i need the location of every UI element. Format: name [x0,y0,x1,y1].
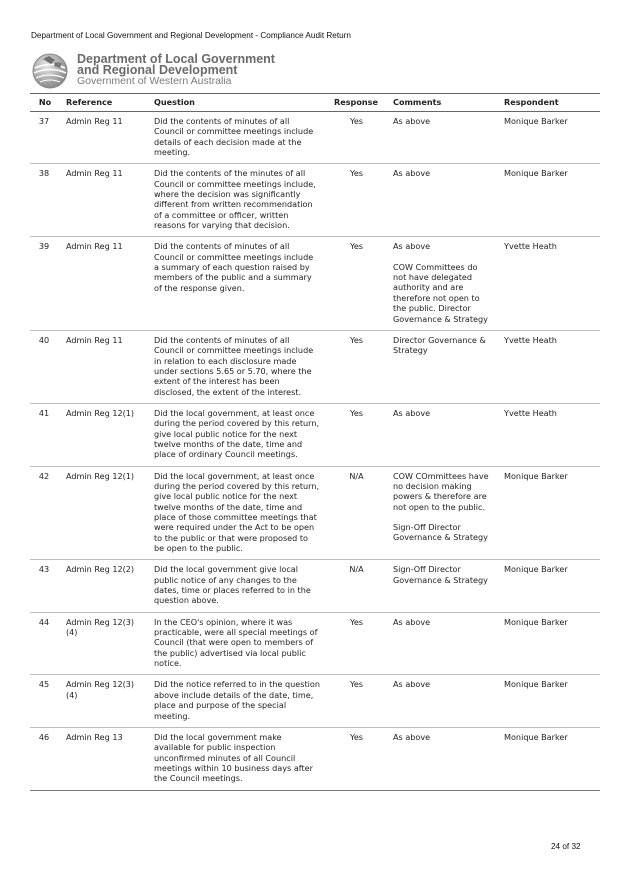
header-response: Response [326,94,385,112]
cell-response: Yes [326,237,385,330]
table-row [30,560,600,612]
cell-reference: Admin Reg 11 [58,112,146,164]
cell-comments [385,164,496,237]
cell-comments [385,403,496,466]
comment-paragraph: As above [393,241,431,252]
cell-response: N/A [326,466,385,560]
comment-paragraph: Sign-Off Director Governance & Strategy [393,522,488,543]
cell-no: 43 [30,560,58,612]
cell-reference: Admin Reg 11 [58,330,146,403]
table-row [30,112,600,164]
logo-line-2: and Regional Development [77,63,238,77]
header-comments: Comments [385,94,496,112]
cell-response: Yes [326,727,385,790]
cell-question: Did the local government, at least once during the period covered by this return, give local public notice for the next twelve months of the date, time and place of those committee meetings that were required under the Act to be open to the public or that were proposed to be open to the public. [146,466,326,560]
cell-no: 38 [30,164,58,237]
cell-response: Yes [326,403,385,466]
cell-respondent: Yvette Heath [496,330,600,403]
comment-paragraph: As above [393,168,431,179]
cell-question: Did the contents of minutes of all Council or committee meetings include in relation to each disclosure made under sections 5.65 or 5.70, where the extent of the interest has been disclosed, the extent of the interest. [146,330,326,403]
cell-comments [385,466,496,560]
cell-comments [385,330,496,403]
header-no: No [30,94,58,112]
cell-response: Yes [326,675,385,727]
cell-question: Did the contents of the minutes of all Council or committee meetings include, where the decision was significantly different from written recommendation of a committee or officer, written reasons for varying that decision. [146,164,326,237]
cell-reference: Admin Reg 12(3) (4) [58,675,146,727]
cell-reference: Admin Reg 13 [58,727,146,790]
cell-comments [385,727,496,790]
cell-respondent: Monique Barker [496,560,600,612]
compliance-table [30,93,600,791]
cell-no: 40 [30,330,58,403]
cell-respondent: Monique Barker [496,675,600,727]
cell-respondent: Monique Barker [496,112,600,164]
cell-comments [385,237,496,330]
cell-respondent: Yvette Heath [496,237,600,330]
comment-paragraph: As above [393,731,431,742]
cell-response: N/A [326,560,385,612]
comment-paragraph: Sign-Off Director Governance & Strategy [393,564,488,585]
cell-comments [385,675,496,727]
cell-question: Did the local government give local public notice of any changes to the dates, time or places referred to in the question above. [146,560,326,612]
cell-respondent: Yvette Heath [496,403,600,466]
table-row [30,675,600,727]
comment-paragraph: As above [393,616,431,627]
cell-question: Did the local government, at least once during the period covered by this return, give local public notice for the next twelve months of the date, time and place of ordinary Council meetings. [146,403,326,466]
comment-paragraph: As above [393,679,431,690]
cell-question: Did the notice referred to in the question above include details of the date, time, place and purpose of the special meeting. [146,675,326,727]
cell-response: Yes [326,612,385,675]
table-row [30,403,600,466]
cell-no: 45 [30,675,58,727]
header-respondent: Respondent [496,94,600,112]
department-logo [29,51,289,91]
cell-response: Yes [326,330,385,403]
cell-question: Did the local government make available for public inspection unconfirmed minutes of all Council meetings within 10 business days after the Council meetings. [146,727,326,790]
cell-question: Did the contents of minutes of all Council or committee meetings include details of each decision made at the meeting. [146,112,326,164]
cell-no: 46 [30,727,58,790]
comment-paragraph: COW Committees do not have delegated authority and are therefore not open to the public. Director Governance & Strategy [393,261,488,324]
comment-paragraph: As above [393,116,431,126]
cell-reference: Admin Reg 12(2) [58,560,146,612]
cell-respondent: Monique Barker [496,727,600,790]
cell-reference: Admin Reg 12(3) (4) [58,612,146,675]
comment-paragraph: Director Governance & Strategy [393,334,486,356]
cell-comments [385,560,496,612]
table-row [30,237,600,330]
cell-question: Did the contents of minutes of all Council or committee meetings include a summary of each question raised by members of the public and a summary of the response given. [146,237,326,330]
table-header-row [30,94,600,112]
page-number: 24 of 32 [551,842,581,851]
cell-no: 37 [30,112,58,164]
header-reference: Reference [58,94,146,112]
table-row [30,727,600,790]
cell-response: Yes [326,112,385,164]
table-row [30,612,600,675]
table-row [30,164,600,237]
logo-line-1: Department of Local Government [77,52,275,66]
cell-reference: Admin Reg 12(1) [58,466,146,560]
cell-reference: Admin Reg 12(1) [58,403,146,466]
cell-reference: Admin Reg 11 [58,237,146,330]
header-question: Question [146,94,326,112]
cell-no: 42 [30,466,58,560]
cell-comments [385,612,496,675]
cell-respondent: Monique Barker [496,612,600,675]
cell-comments [385,112,496,164]
globe-seal-icon [29,51,73,91]
cell-respondent: Monique Barker [496,164,600,237]
logo-line-3: Government of Western Australia [77,75,232,87]
cell-no: 41 [30,403,58,466]
table-row [30,466,600,560]
cell-reference: Admin Reg 11 [58,164,146,237]
running-header: Department of Local Government and Regional Development - Compliance Audit Return [31,31,351,40]
table-row [30,330,600,403]
comment-paragraph: COW COmmittees have no decision making powers & therefore are not open to the public. [393,470,489,512]
cell-no: 39 [30,237,58,330]
comment-paragraph: As above [393,407,431,418]
cell-respondent: Monique Barker [496,466,600,560]
cell-no: 44 [30,612,58,675]
cell-question: In the CEO's opinion, where it was practicable, were all special meetings of Council (that were open to members of the public) advertised via local public notice. [146,612,326,675]
cell-response: Yes [326,164,385,237]
